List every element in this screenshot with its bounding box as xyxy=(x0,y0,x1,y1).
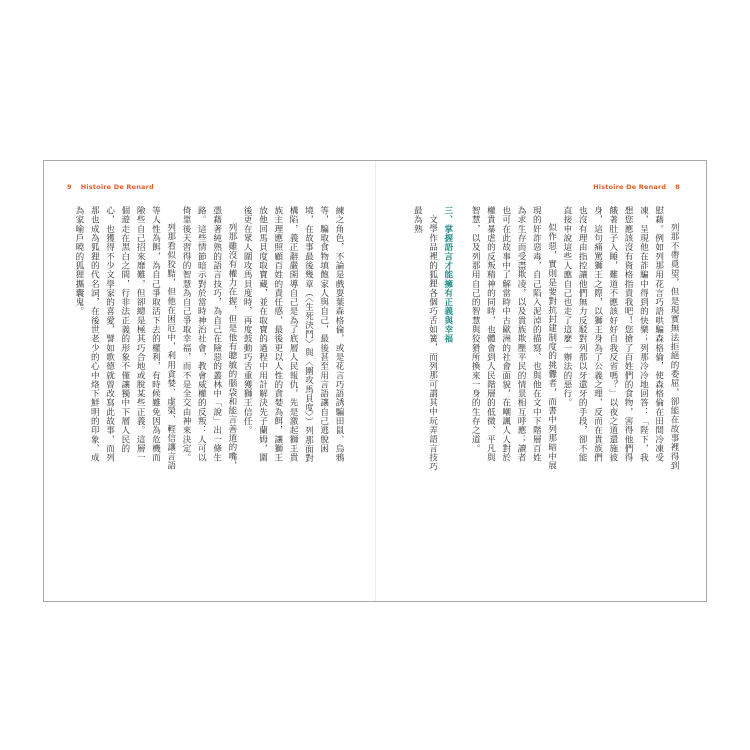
right-page-number: 8 xyxy=(675,183,680,191)
right-page-body xyxy=(412,206,681,471)
left-page-body xyxy=(73,206,346,471)
book-spread xyxy=(43,160,707,602)
right-running-head: Histoire De Renard xyxy=(593,183,667,191)
left-page-header xyxy=(67,183,154,191)
right-page xyxy=(375,161,706,601)
body-paragraph: 列那雖沒有權力在握，但是他有聰敏的腦袋和能言善道的嘴，憑藉著純熟的語言技巧，為自己在險惡的叢林中「說」出一條生路。這些情節暗示對於當時神治社會，教會威權的反叛：人可以倚靠後天習得的智慧為自己爭取幸福，而不是全交由神來決定。 xyxy=(181,206,237,471)
body-paragraph: 文學作品裡的狐狸各個巧舌如簧，而列那可謂其中玩弄語言技巧最為熟 xyxy=(412,206,438,471)
body-paragraph: 列那看似狡黠，但他在困厄中，利用貪婪、虛榮、輕信讓言語等人性為餌，為自己爭取活下去的權利，有時候雖免因為危機而險些自己招來靡難，但卻總是極其巧合地或脫某些正義。這層一個遊走在黑白之間，行非法正義的形象不僅讓獨中下層人民的心，也獲得不少文學家的喜愛，譬如歌德就曾改寫此故事，而列那也成為狐狸的代名詞，在後世老少的心中烙下鮮明的印象，成為家喻戶曉的狐狸攜囊鬼。 xyxy=(73,206,176,471)
body-paragraph: 列那不帶覓望，但是現實無法拒絕的委屈，卻能在故事裡得到慰藉。例如列那用花言巧語哄騙森格倫，使森格倫在田間冷凍受凍，呈現他在詐騙中得到的快樂；列那冷冷地回答：「陛下，我想您應該沒有資格指責我吧！您搶了百姓們的食物，害得他們得餓著肚子入睡，難道不應該好好自我反省嗎？」以夜之道還施彼身，這句痛罵獅王之際，以獅王身為了公義之理，反而在貴族們也沒有理由指控讓他們無力反駁對列那以牙還牙的手段，卻不能直接申說這些人應自己也走了這麼一辦法的惡行。 xyxy=(561,206,679,471)
section-heading: 三、掌握語言才能擁有正義與幸福 xyxy=(442,206,453,344)
body-paragraph: 似作惡，實則是要對抗封建制度的挑釁者，而書中列那暗中展現的奸詐惡毒，自己陷入泥淖的描寫、也與他在文中下階層百姓為求生存而受盡欺凌，以及貴族欺壓平民的情景相互呼應；讀者也可在此故事中了解當時中古歐洲的社會面貌，在嘲諷人人對於權貴暴虐的反叛精神的同時，也體會到人民階層的低微、平凡與智慧，以及列那用自己的智慧與狡猾所換來一身的生存之道。 xyxy=(470,206,557,471)
left-page xyxy=(44,161,375,601)
left-running-head: Histoire De Renard xyxy=(80,183,154,191)
body-paragraph: 練之角色，不論是戲耍葉森格倫，或是花言巧語誘騙田鼠、烏鴉等，騙取食物填飽家人與自己，最後甚至用言語讓自己逃脫困境，在故事最後幾章（〈生死決鬥〉與〈圍攻馬貝度〉）列那面對構陷，義正辭嚴開導自己是為了底層人民報仇，先是激起獅王貴族主理應照顧百姓的責任感，最後更以人性的貪婪為餌，讓獅王放他回馬貝度取寶藏，並在取寶的過程中用計解決先子蘭姆，圍後更在眾人圍攻馬貝度時，再度鼓動巧舌重獲獅王信任。 xyxy=(242,206,344,463)
right-page-header xyxy=(593,183,680,191)
left-page-number: 9 xyxy=(67,183,72,191)
